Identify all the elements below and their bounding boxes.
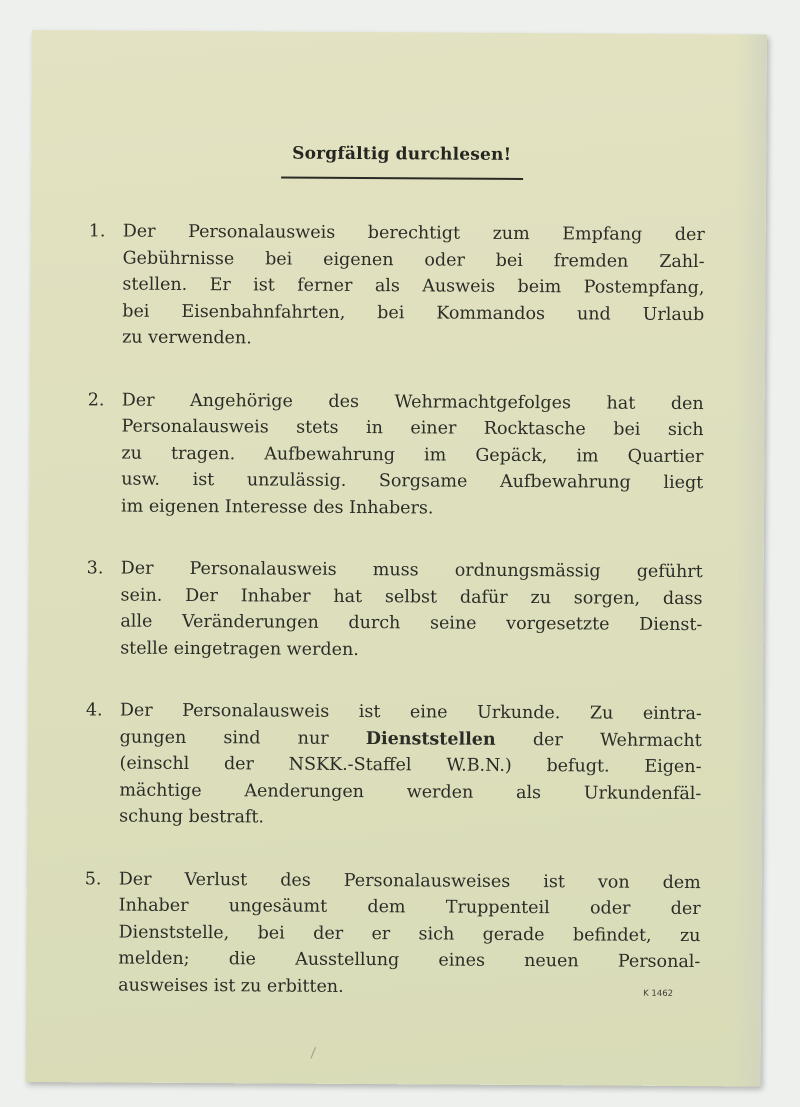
title-underline xyxy=(281,177,523,180)
text-line: usw. ist unzulässig. Sorgsame Aufbewahrung liegt xyxy=(121,469,704,494)
page-title: Sorgfältig durchlesen! xyxy=(292,143,512,165)
item-text xyxy=(120,556,703,666)
card-edge-shading xyxy=(731,34,767,1086)
paper-mark xyxy=(311,1047,316,1058)
list-item xyxy=(87,387,704,523)
text-line: bei Eisenbahnfahrten, bei Kommandos und Urlaub xyxy=(122,301,705,325)
text-line: Der Personalausweis muss ordnungsmässig geführt xyxy=(120,558,703,583)
line-end: der Wehrmacht xyxy=(495,729,702,751)
list-item xyxy=(88,218,705,354)
text-line: Inhaber ungesäumt dem Truppenteil oder der xyxy=(118,895,701,920)
text-line-with-emphasis xyxy=(120,724,702,754)
item-text xyxy=(118,866,701,1002)
text-line: stelle eingetragen werden. xyxy=(120,638,359,660)
print-code: K 1462 xyxy=(643,988,674,999)
list-item xyxy=(85,697,702,833)
text-line: Der Verlust des Personalausweises ist von dem xyxy=(118,869,701,893)
text-line: sein. Der Inhaber hat selbst dafür zu sorgen, dass xyxy=(120,585,703,609)
line-start: gungen sind nur xyxy=(119,727,366,749)
item-number: 5. xyxy=(84,868,102,889)
text-line: Personalausweis stets in einer Rocktasche bei sich xyxy=(121,416,704,441)
list-item xyxy=(86,555,703,665)
text-line: Dienststelle, bei der er sich gerade befindet, zu xyxy=(118,922,701,946)
text-line: zu tragen. Aufbewahrung im Gepäck, im Quartier xyxy=(121,443,704,467)
instructions-list xyxy=(84,218,705,1038)
text-line: zu verwenden. xyxy=(122,327,252,349)
text-line: Der Personalausweis berechtigt zum Empfang der xyxy=(122,221,705,246)
item-number: 4. xyxy=(85,700,103,721)
item-number: 2. xyxy=(87,389,105,410)
text-line: im eigenen Interesse des Inhabers. xyxy=(121,496,434,518)
item-text xyxy=(122,219,705,355)
item-number: 1. xyxy=(88,221,106,242)
list-item xyxy=(84,866,701,1002)
text-line: Der Angehörige des Wehrmachtgefolges hat den xyxy=(121,390,704,414)
text-line: Gebührnisse bei eigenen oder bei fremden Zahl- xyxy=(122,248,705,272)
text-line: melden; die Ausstellung eines neuen Personal- xyxy=(118,948,701,973)
text-line: (einschl der NSKK.-Staffel W.B.N.) befugt. Eigen- xyxy=(119,753,702,778)
text-line: Der Personalausweis ist eine Urkunde. Zu eintra- xyxy=(119,700,702,725)
item-number: 3. xyxy=(86,558,104,579)
text-line: alle Veränderungen durch seine vorgesetzte Dienst- xyxy=(120,611,703,636)
text-line: stellen. Er ist ferner als Ausweis beim Postempfang, xyxy=(122,274,705,299)
document-card xyxy=(26,30,767,1086)
item-text xyxy=(121,387,704,523)
emphasized-word: Dienststellen xyxy=(365,728,496,750)
text-line: schung bestraft. xyxy=(119,806,265,828)
item-text xyxy=(119,698,702,834)
text-line: mächtige Aenderungen werden als Urkundenfäl- xyxy=(119,780,702,804)
text-line: ausweises ist zu erbitten. xyxy=(118,975,344,997)
